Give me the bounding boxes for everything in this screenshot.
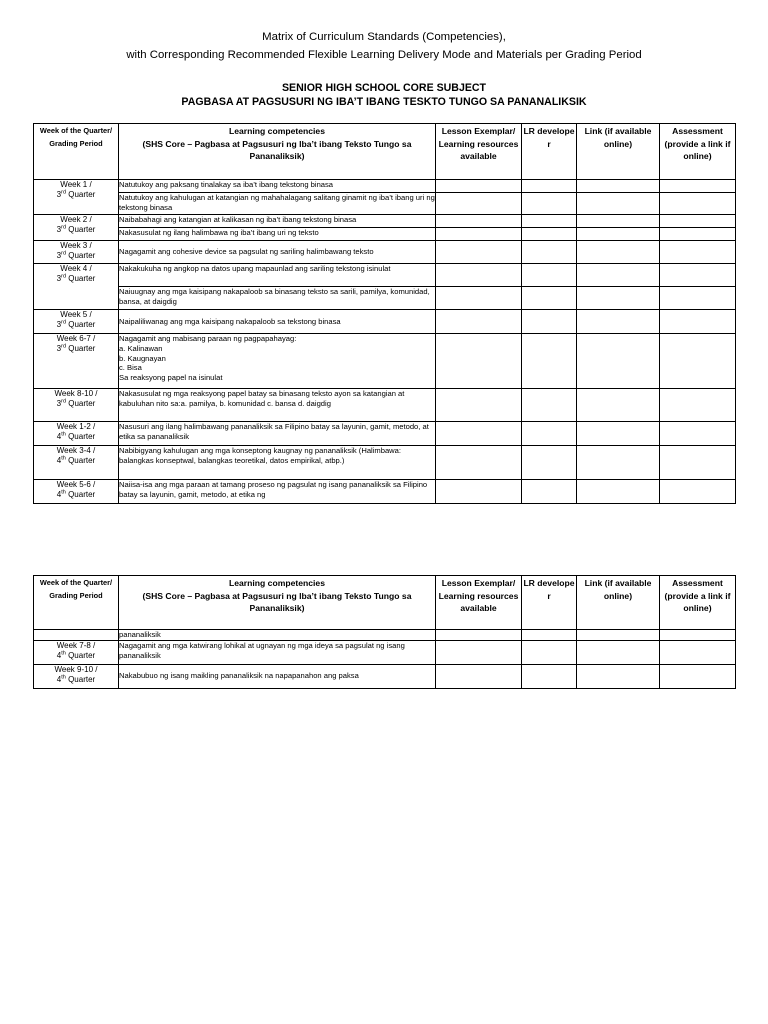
competency-cell: Natutukoy ang paksang tinalakay sa iba’t ibang tekstong binasa <box>119 180 436 193</box>
week-cell: Week 3-4 / 4th Quarter <box>34 446 119 480</box>
assessment-cell <box>660 480 736 504</box>
exemplar-cell <box>436 193 522 215</box>
table-row <box>34 215 736 228</box>
competency-cell: Nagagamit ang mga katwirang lohikal at ugnayan ng mga ideya sa pagsulat ng isang pananaliksik <box>119 640 436 664</box>
header-title-line-1: Matrix of Curriculum Standards (Competencies), <box>262 31 506 43</box>
lr-cell <box>522 446 577 480</box>
table-header-row <box>34 576 736 630</box>
assessment-cell <box>660 640 736 664</box>
competency-cell: Nagagamit ang cohesive device sa pagsulat ng sariling halimbawang teksto <box>119 241 436 264</box>
table-row <box>34 334 736 389</box>
lr-cell <box>522 664 577 688</box>
link-cell <box>577 180 660 193</box>
exemplar-cell <box>436 334 522 389</box>
header-lesson-exemplar: Lesson Exemplar/ Learning resources available <box>436 124 522 180</box>
assessment-cell <box>660 630 736 641</box>
table-row <box>34 446 736 480</box>
header-week: Week of the Quarter/ Grading Period <box>34 576 119 630</box>
competency-cell: Nakabubuo ng isang maikling pananaliksik na napapanahon ang paksa <box>119 664 436 688</box>
link-cell <box>577 228 660 241</box>
header-learning-competencies <box>119 576 436 630</box>
exemplar-cell <box>436 480 522 504</box>
competency-table-1 <box>33 123 736 504</box>
header-lc-title: Learning competencies <box>229 126 325 136</box>
assessment-cell <box>660 310 736 334</box>
competency-line: c. Bisa <box>119 363 142 373</box>
week-cell: Week 7-8 / 4th Quarter <box>34 640 119 664</box>
table-row <box>34 422 736 446</box>
week-cell: Week 5 / 3rd Quarter <box>34 310 119 334</box>
header-link: Link (if available online) <box>577 576 660 630</box>
assessment-cell <box>660 446 736 480</box>
assessment-cell <box>660 180 736 193</box>
assessment-cell <box>660 287 736 310</box>
week-cell <box>34 630 119 641</box>
competency-cell: Naipaliliwanag ang mga kaisipang nakapaloob sa tekstong binasa <box>119 310 436 334</box>
competency-cell: Natutukoy ang kahulugan at katangian ng mahahalagang salitang ginamit ng iba’t ibang uri ng tekstong binasa <box>119 193 436 215</box>
assessment-cell <box>660 334 736 389</box>
competency-cell: Naibabahagi ang katangian at kalikasan ng iba’t ibang tekstong binasa <box>119 215 436 228</box>
exemplar-cell <box>436 422 522 446</box>
link-cell <box>577 630 660 641</box>
week-cell: Week 5-6 / 4th Quarter <box>34 480 119 504</box>
exemplar-cell <box>436 630 522 641</box>
header-learning-competencies <box>119 124 436 180</box>
assessment-cell <box>660 193 736 215</box>
competency-cell: Nasusuri ang ilang halimbawang pananaliksik sa Filipino batay sa layunin, gamit, metodo, at etika sa pananaliksik <box>119 422 436 446</box>
competency-cell: Nakasusulat ng ilang halimbawa ng iba’t ibang uri ng teksto <box>119 228 436 241</box>
exemplar-cell <box>436 640 522 664</box>
link-cell <box>577 446 660 480</box>
lr-cell <box>522 630 577 641</box>
exemplar-cell <box>436 287 522 310</box>
table-row <box>34 640 736 664</box>
lr-cell <box>522 334 577 389</box>
exemplar-cell <box>436 446 522 480</box>
competency-table-2 <box>33 575 736 689</box>
week-cell: Week 8-10 / 3rd Quarter <box>34 389 119 422</box>
table-row <box>34 193 736 215</box>
week-cell: Week 2 / 3rd Quarter <box>34 215 119 241</box>
competency-cell: Naiuugnay ang mga kaisipang nakapaloob sa binasang teksto sa sarili, pamilya, komunidad, bansa, at daigdig <box>119 287 436 310</box>
link-cell <box>577 640 660 664</box>
table-row <box>34 310 736 334</box>
table-header-row <box>34 124 736 180</box>
week-cell: Week 6-7 / 3rd Quarter <box>34 334 119 389</box>
header-title-line-2: with Corresponding Recommended Flexible Learning Delivery Mode and Materials per Grading Period <box>126 49 642 61</box>
competency-line: a. Kalinawan <box>119 343 163 353</box>
link-cell <box>577 334 660 389</box>
exemplar-cell <box>436 389 522 422</box>
competency-line: Sa reaksyong papel na isinulat <box>119 373 223 383</box>
assessment-cell <box>660 241 736 264</box>
competency-cell: pananaliksik <box>119 630 436 641</box>
lr-cell <box>522 640 577 664</box>
lr-cell <box>522 480 577 504</box>
competency-cell: Nakakukuha ng angkop na datos upang mapaunlad ang sariling tekstong isinulat <box>119 264 436 287</box>
header-lc-subtitle: (SHS Core – Pagbasa at Pagsusuri ng Iba’t ibang Teksto Tungo sa Pananaliksik) <box>142 590 412 613</box>
lr-cell <box>522 422 577 446</box>
link-cell <box>577 664 660 688</box>
competency-cell: Nakasusulat ng mga reaksyong papel batay sa binasang teksto ayon sa katangian at kabuluhan nito sa:a. pamilya, b. komunidad c. bansa d. daigdig <box>119 389 436 422</box>
competency-cell: Nabibigyang kahulugan ang mga konseptong kaugnay ng pananaliksik (Halimbawa: balangkas konseptwal, balangkas teoretikal, datos empirikal, atbp.) <box>119 446 436 480</box>
table-row <box>34 264 736 287</box>
header-assessment: Assessment (provide a link if online) <box>660 576 736 630</box>
link-cell <box>577 264 660 287</box>
subject-category: SENIOR HIGH SCHOOL CORE SUBJECT <box>281 82 487 94</box>
header-lesson-exemplar: Lesson Exemplar/ Learning resources available <box>436 576 522 630</box>
assessment-cell <box>660 228 736 241</box>
assessment-cell <box>660 664 736 688</box>
table-row <box>34 287 736 310</box>
competency-line: Nagagamit ang mabisang paraan ng pagpapahayag: <box>119 334 297 343</box>
lr-cell <box>522 264 577 287</box>
assessment-cell <box>660 422 736 446</box>
header-lr-developer: LR develope r <box>522 576 577 630</box>
table-row <box>34 630 736 641</box>
table-row <box>34 664 736 688</box>
link-cell <box>577 422 660 446</box>
week-cell: Week 9-10 / 4th Quarter <box>34 664 119 688</box>
competency-cell <box>119 334 436 389</box>
week-cell: Week 1 / 3rd Quarter <box>34 180 119 215</box>
lr-cell <box>522 389 577 422</box>
link-cell <box>577 480 660 504</box>
lr-cell <box>522 193 577 215</box>
assessment-cell <box>660 264 736 287</box>
link-cell <box>577 389 660 422</box>
lr-cell <box>522 180 577 193</box>
lr-cell <box>522 310 577 334</box>
week-cell: Week 3 / 3rd Quarter <box>34 241 119 264</box>
header-assessment: Assessment (provide a link if online) <box>660 124 736 180</box>
link-cell <box>577 241 660 264</box>
header-lc-subtitle: (SHS Core – Pagbasa at Pagsusuri ng Iba’t ibang Teksto Tungo sa Pananaliksik) <box>142 138 412 161</box>
assessment-cell <box>660 389 736 422</box>
week-cell: Week 4 / 3rd Quarter <box>34 264 119 310</box>
lr-cell <box>522 228 577 241</box>
exemplar-cell <box>436 664 522 688</box>
table-row <box>34 228 736 241</box>
link-cell <box>577 215 660 228</box>
link-cell <box>577 310 660 334</box>
header-link: Link (if available online) <box>577 124 660 180</box>
lr-cell <box>522 241 577 264</box>
lr-cell <box>522 287 577 310</box>
week-cell: Week 1-2 / 4th Quarter <box>34 422 119 446</box>
exemplar-cell <box>436 180 522 193</box>
lr-cell <box>522 215 577 228</box>
competency-line: b. Kaugnayan <box>119 353 166 363</box>
link-cell <box>577 287 660 310</box>
exemplar-cell <box>436 264 522 287</box>
exemplar-cell <box>436 241 522 264</box>
link-cell <box>577 193 660 215</box>
exemplar-cell <box>436 310 522 334</box>
table-row <box>34 480 736 504</box>
exemplar-cell <box>436 228 522 241</box>
table-row <box>34 180 736 193</box>
header-lr-developer: LR develope r <box>522 124 577 180</box>
table-row <box>34 389 736 422</box>
subject-title: PAGBASA AT PAGSUSURI NG IBA’T IBANG TESKTO TUNGO SA PANANALIKSIK <box>181 96 587 108</box>
table-row <box>34 241 736 264</box>
assessment-cell <box>660 215 736 228</box>
header-lc-title: Learning competencies <box>229 578 325 588</box>
exemplar-cell <box>436 215 522 228</box>
competency-cell: Naiisa-isa ang mga paraan at tamang proseso ng pagsulat ng isang pananaliksik sa Filipino batay sa layunin, gamit, metodo, at etika ng <box>119 480 436 504</box>
header-week: Week of the Quarter/ Grading Period <box>34 124 119 180</box>
